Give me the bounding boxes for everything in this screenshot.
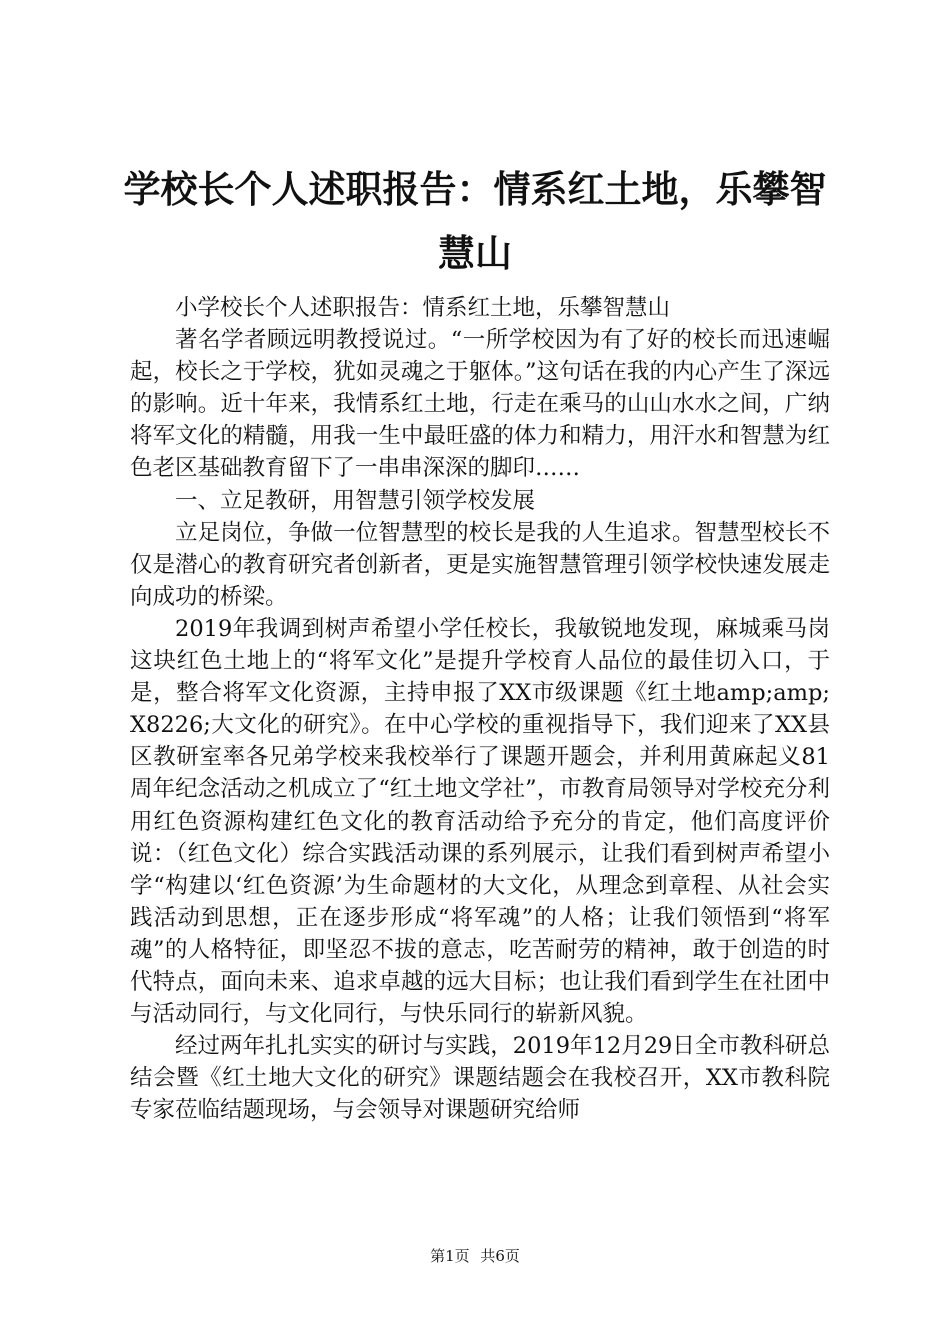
page-number: 第1页 [430, 1247, 470, 1265]
paragraph-intro: 著名学者顾远明教授说过。“一所学校因为有了好的校长而迅速崛起，校长之于学校，犹如灵魂之于躯体。”这句话在我的内心产生了深远的影响。近十年来，我情系红土地，行走在乘马的山山水水之间，广纳将军文化的精髓，用我一生中最旺盛的体力和精力，用汗水和智慧为红色老区基础教育留下了一串串深深的脚印…… [130, 327, 830, 482]
paragraph-subtitle: 小学校长个人述职报告：情系红土地，乐攀智慧山 [175, 295, 671, 321]
paragraph-2019: 2019年我调到树声希望小学任校长，我敏锐地发现，麻城乘马岗这块红色土地上的“将军文化”是提升学校育人品位的最佳切入口，于是，整合将军文化资源，主持申报了XX市级课题《红土地amp;amp;X8226;大文化的研究》。在中心学校的重视指导下，我们迎来了XX县区教研室率各兄弟学校来我校举行了课题开题会，并利用黄麻起义81周年纪念活动之机成立了“红土地文学社”，市教育局领导对学校充分利用红色资源构建红色文化的教育活动给予充分的肯定，他们高度评价说：（红色文化）综合实践活动课的系列展示，让我们看到树声希望小学“构建以‘红色资源’为生命题材的大文化，从理念到章程、从社会实践活动到思想，正在逐步形成“将军魂”的人格；让我们领悟到“将军魂”的人格特征，即坚忍不拔的意志，吃苦耐劳的精神，敢于创造的时代特点，面向未来、追求卓越的远大目标；也让我们看到学生在社团中与活动同行，与文化同行，与快乐同行的崭新风貌。 [130, 615, 830, 1028]
page-total: 共6页 [480, 1247, 520, 1265]
document-body [130, 292, 830, 1126]
document-title: 学校长个人述职报告：情系红土地，乐攀智慧山 [123, 168, 827, 275]
section-heading-1: 一、立足教研，用智慧引领学校发展 [175, 487, 536, 514]
paragraph-section-1: 立足岗位，争做一位智慧型的校长是我的人生追求。智慧型校长不仅是潜心的教育研究者创新者，更是实施智慧管理引领学校快速发展走向成功的桥梁。 [130, 519, 830, 610]
page-footer [0, 1245, 950, 1266]
paragraph-results: 经过两年扎扎实实的研讨与实践，2019年12月29日全市教科研总结会暨《红土地大文化的研究》课题结题会在我校召开，XX市教科院专家莅临结题现场，与会领导对课题研究给师 [130, 1033, 830, 1124]
